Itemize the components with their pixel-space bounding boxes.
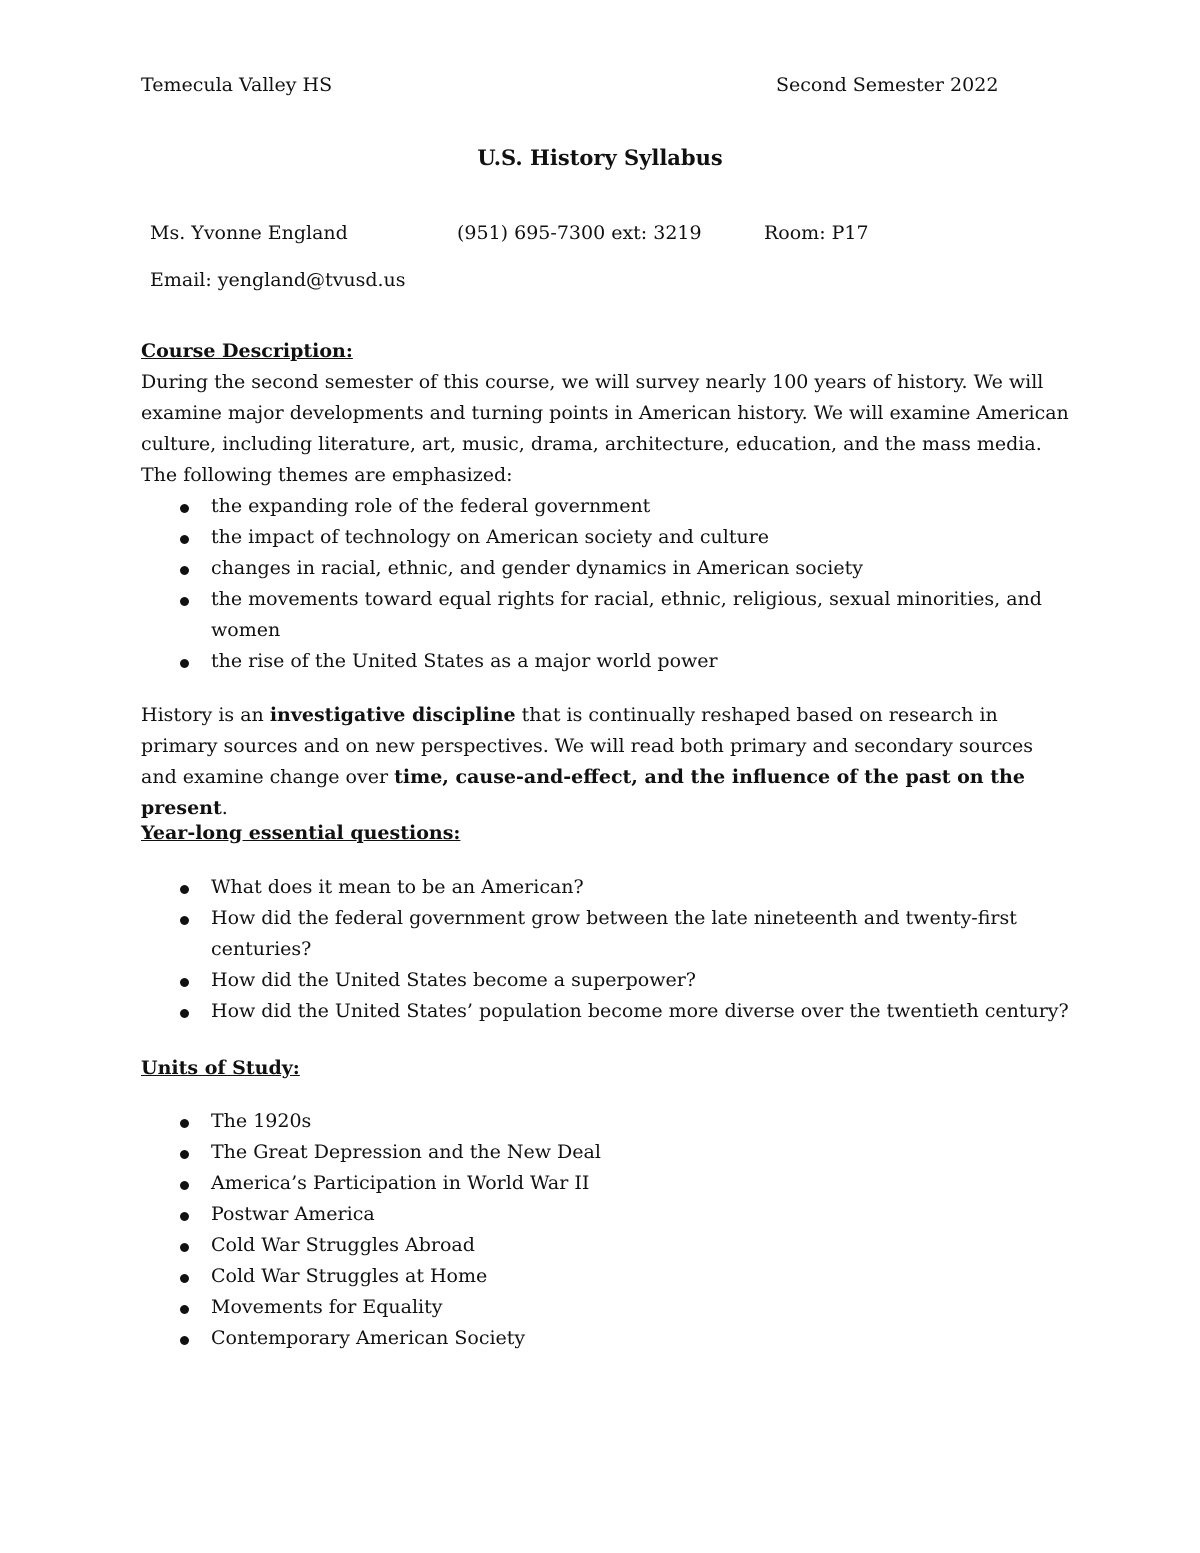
list-item: the impact of technology on American society and culture xyxy=(141,522,1071,553)
course-description-paragraph: During the second semester of this course, we will survey nearly 100 years of history. We will examine major developments and turning points in American history. We will examine American culture, including literature, art, music, drama, architecture, education, and the mass media. xyxy=(141,371,1069,455)
teacher-name: Ms. Yvonne England xyxy=(150,222,348,244)
units-section xyxy=(141,1106,1071,1354)
bullet-icon xyxy=(180,535,189,544)
school-name: Temecula Valley HS xyxy=(141,74,333,96)
bullet-icon xyxy=(180,1119,189,1128)
semester-label: Second Semester 2022 xyxy=(776,74,999,96)
room-number: Room: P17 xyxy=(764,222,869,244)
list-item: the movements toward equal rights for racial, ethnic, religious, sexual minorities, and women xyxy=(141,584,1071,646)
list-item: Cold War Struggles Abroad xyxy=(141,1230,1071,1261)
bullet-icon xyxy=(180,504,189,513)
bullet-icon xyxy=(180,1181,189,1190)
bold-phrase: time, cause-and-effect, and the influence of the past on the present xyxy=(141,766,1025,819)
bullet-icon xyxy=(180,1305,189,1314)
list-item: America’s Participation in World War II xyxy=(141,1168,1071,1199)
list-item: changes in racial, ethnic, and gender dynamics in American society xyxy=(141,553,1071,584)
bold-term: investigative discipline xyxy=(269,704,516,726)
bullet-icon xyxy=(180,1243,189,1252)
bullet-icon xyxy=(180,978,189,987)
list-item: Movements for Equality xyxy=(141,1292,1071,1323)
page-title: U.S. History Syllabus xyxy=(477,145,723,170)
themes-intro: The following themes are emphasized: xyxy=(141,464,513,486)
bullet-icon xyxy=(180,1212,189,1221)
bullet-icon xyxy=(180,1336,189,1345)
bullet-icon xyxy=(180,1009,189,1018)
bullet-icon xyxy=(180,1150,189,1159)
list-item: How did the federal government grow between the late nineteenth and twenty-first centuries? xyxy=(141,903,1071,965)
teacher-phone: (951) 695-7300 ext: 3219 xyxy=(457,222,702,244)
history-paragraph: History is an investigative discipline that is continually reshaped based on research in primary sources and on new perspectives. We will read both primary and secondary sources and examine change over time, cause-and-effect, and the influence of the past on the present. xyxy=(141,704,1034,819)
list-item: the rise of the United States as a major world power xyxy=(141,646,1071,677)
bullet-icon xyxy=(180,659,189,668)
themes-list xyxy=(141,491,1071,677)
essential-questions-section xyxy=(141,872,1071,1027)
list-item: Cold War Struggles at Home xyxy=(141,1261,1071,1292)
units-heading: Units of Study: xyxy=(141,1057,300,1079)
bullet-icon xyxy=(180,1274,189,1283)
list-item: The 1920s xyxy=(141,1106,1071,1137)
list-item: How did the United States’ population become more diverse over the twentieth century? xyxy=(141,996,1071,1027)
list-item: the expanding role of the federal government xyxy=(141,491,1071,522)
bullet-icon xyxy=(180,916,189,925)
course-description-heading: Course Description: xyxy=(141,340,353,362)
course-description-section xyxy=(141,336,1071,677)
essential-questions-list xyxy=(141,872,1071,1027)
list-item: Contemporary American Society xyxy=(141,1323,1071,1354)
teacher-email: Email: yengland@tvusd.us xyxy=(150,269,406,291)
list-item: How did the United States become a superpower? xyxy=(141,965,1071,996)
list-item: What does it mean to be an American? xyxy=(141,872,1071,903)
bullet-icon xyxy=(180,885,189,894)
bullet-icon xyxy=(180,597,189,606)
list-item: The Great Depression and the New Deal xyxy=(141,1137,1071,1168)
essential-questions-heading: Year-long essential questions: xyxy=(141,822,461,844)
bullet-icon xyxy=(180,566,189,575)
units-list xyxy=(141,1106,1071,1354)
list-item: Postwar America xyxy=(141,1199,1071,1230)
